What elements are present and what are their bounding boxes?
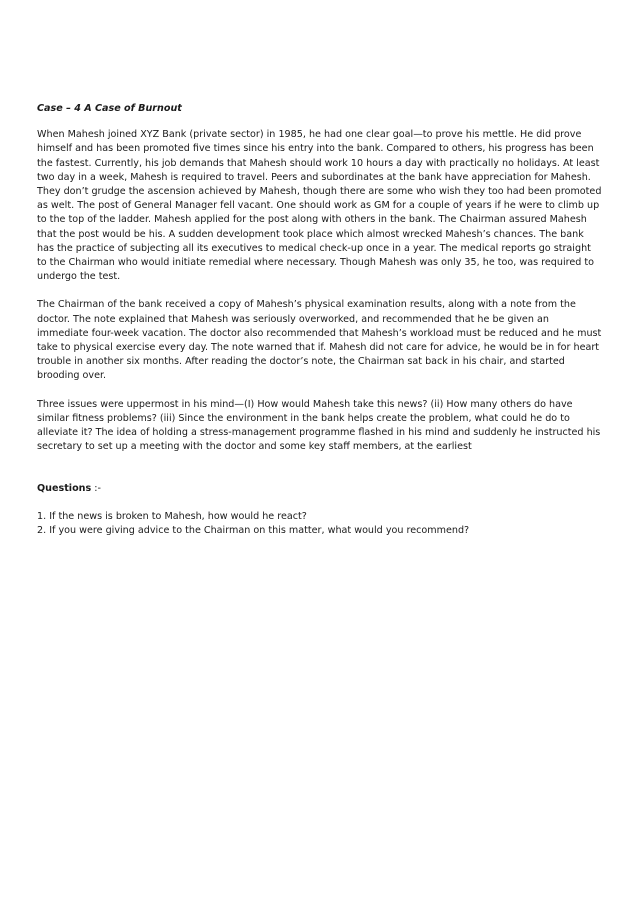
paragraph-background: When Mahesh joined XYZ Bank (private sector) in 1985, he had one clear goal—to prove his mettle. He did prove himself and has been promoted five times since his entry into the bank. Compared to others, his progress has been the fastest. Currently, his job demands that Mahesh should work 10 hours a day with practically no holidays. At least two day in a week, Mahesh is required to travel. Peers and subordinates at the bank have appreciation for Mahesh. They don’t grudge the ascension achieved by Mahesh, though there are some who wish they too had been promoted as welt. The post of General Manager fell vacant. One should work as GM for a couple of years if he were to climb up to the top of the ladder. Mahesh applied for the post along with others in the bank. The Chairman assured Mahesh that the post would be his. A sudden development took place which almost wrecked Mahesh’s chances. The bank has the practice of subjecting all its executives to medical check-up once in a year. The medical reports go straight to the Chairman who would initiate remedial where necessary. Though Mahesh was only 35, he too, was required to undergo the test. bbox=[37, 129, 602, 283]
case-title: Case – 4 A Case of Burnout bbox=[37, 103, 182, 114]
questions-heading-suffix: :- bbox=[91, 483, 101, 495]
question-item: 2. If you were giving advice to the Chairman on this matter, what would you recommend? bbox=[37, 524, 470, 536]
question-item: 1. If the news is broken to Mahesh, how would he react? bbox=[37, 510, 307, 522]
questions-heading-label: Questions bbox=[37, 483, 92, 495]
questions-list bbox=[37, 510, 603, 538]
section-spacer bbox=[37, 468, 603, 482]
paragraph-doctor-note: The Chairman of the bank received a copy of Mahesh’s physical examination results, along with a note from the doctor. The note explained that Mahesh was seriously overworked, and recommended that he be given an immediate four-week vacation. The doctor also recommended that Mahesh’s workload must be reduced and he must take to physical exercise every day. The note warned that if. Mahesh did not care for advice, he would be in for heart trouble in another six months. After reading the doctor’s note, the Chairman sat back in his chair, and started brooding over. bbox=[37, 299, 602, 382]
document-page bbox=[37, 102, 603, 538]
paragraph-chairman-issues: Three issues were uppermost in his mind—(I) How would Mahesh take this news? (ii) How many others do have similar fitness problems? (iii) Since the environment in the bank helps create the problem, what could he do to alleviate it? The idea of holding a stress-management programme flashed in his mind and suddenly he instructed his secretary to set up a meeting with the doctor and some key staff members, at the earliest bbox=[37, 398, 601, 453]
questions-heading bbox=[37, 482, 603, 496]
